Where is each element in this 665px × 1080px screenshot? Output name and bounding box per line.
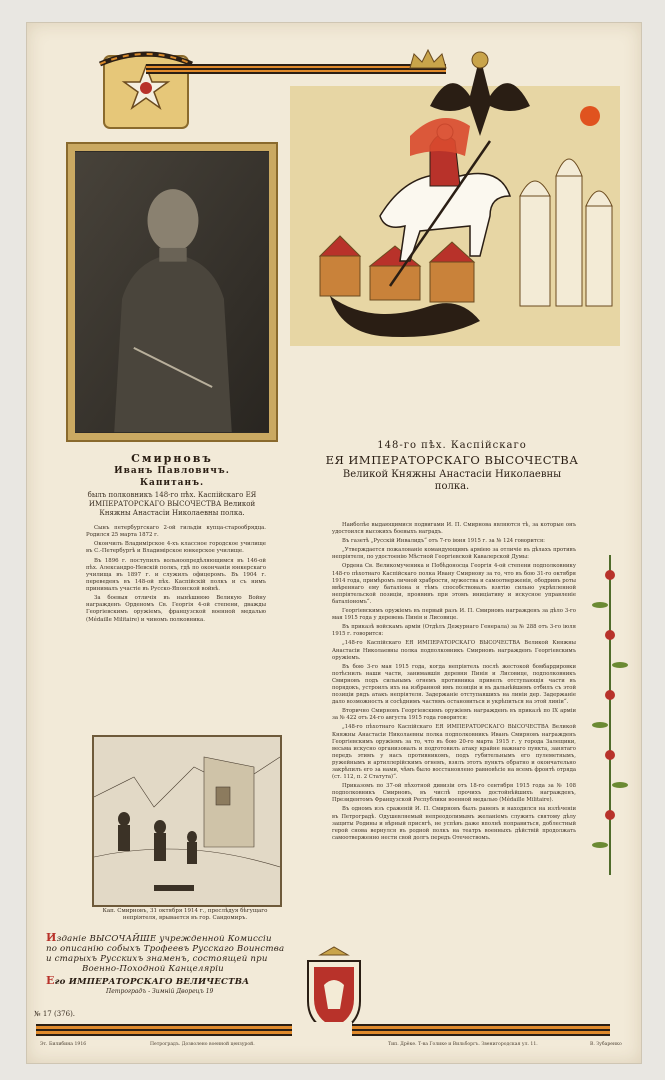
publisher-initial-2: Е: [46, 973, 55, 987]
main-paragraph: Приказомъ по 37-ой пѣхотной дивизіи отъ 18-го сентября 1915 года за № 108 подполковникъ Смирновъ, въ числѣ прочихъ достойнѣйшихъ награжденъ, Президентомъ Французской Республики военной медалью (Médaille Militaire).: [332, 783, 576, 804]
officer-full-name: Иванъ Павловичъ.: [114, 466, 230, 477]
publisher-line-4: Военно-Походной Канцеляріи: [82, 963, 224, 974]
officer-silhouette-icon: [75, 151, 269, 433]
item-number: № 17 (376).: [34, 1010, 76, 1018]
st-george-illustration: [290, 46, 620, 346]
main-paragraph: Ордена Св. Великомученика и Побѣдоносца Георгія 4-ой степени подполковнику 148-го пѣхотнаго Каспійскаго полка Ивану Смирнову за то, что въ бою 31-го октября 1914 года, примѣромъ личной храбрости, мужества и самоотверженія, ободривъ роты ввѣреннаго ему баталіона и тѣмъ способствовалъ взятію сильно укрѣпленной непріятельской позиціи, проявивъ при этомъ иниціативу и искусное управленіе баталіономъ“.: [332, 563, 576, 605]
main-paragraph: Вторично Смирновъ Георгіевскимъ оружіемъ награжденъ въ приказѣ по IX арміи за № 422 отъ 24-го августа 1915 года говорится:: [332, 708, 576, 722]
main-paragraph: „Утверждается пожалованіе командующимъ арміею за отличіе въ дѣлахъ противъ непріятеля, по удостоенію Мѣстной Георгіевской Кавалерской Думы:: [332, 547, 576, 561]
bio-paragraph: Сынъ петербургскаго 2-ой гильдіи купца-старообрядца. Родился 25 марта 1872 г.: [86, 525, 266, 539]
battle-caption: Кап. Смирновъ, 31 октября 1914 г., преслѣдуя бѣгущаго непріятеля, врывается въ гор. Сандомиръ.: [102, 908, 268, 922]
main-paragraph: Въ приказѣ войскамъ арміи (Отдѣлъ Дежурнаго Генерала) за № 288 отъ 3-го іюля 1915 г. говорится:: [332, 624, 576, 638]
portrait-caption: [66, 452, 278, 518]
bio-paragraph: Въ 1896 г. поступилъ вольноопредѣляющимся въ 146-ой пѣх. Александро-Невскій полкъ, гдѣ по окончаніи юнкерскаго училища въ 1897 г. и служилъ офицеромъ. Въ 1904 г. переведенъ въ 148-ой пѣх. Каспійскій полкъ и съ нимъ принималъ участіе въ Русско-Японской войнѣ.: [86, 557, 266, 592]
floral-ornament-icon: [590, 555, 630, 875]
regiment-line-3: Великой Княжны Анастасіи Николаевны: [342, 469, 562, 480]
main-paragraph: Въ бою 3-го мая 1915 года, когда непріятель послѣ жестокой бомбардировки потѣснилъ наши части, занимавшія деревни Пинія и Лисовице, подполковникъ Смирновъ подъ сильнымъ огнемъ противника привелъ отступающія части въ порядокъ, устроилъ ихъ на избранной имъ позиціи и въ дальнѣйшемъ отбилъ съ этой позиціи рядъ атакъ непріятеля. Задержаніе отступавшихъ на линіи дер. Задержаніе дало возможность и сосѣднимъ частямъ остановиться и укрѣпиться на этой линіи“.: [332, 663, 576, 706]
footer-mid: Петроградъ. Дозволено военной цензурой.: [150, 1042, 255, 1047]
regiment-line-2: ЕЯ ИМПЕРАТОРСКАГО ВЫСОЧЕСТВА: [325, 453, 579, 467]
bio-paragraph: За боевыя отличія въ нынѣшнюю Великую Войну награжденъ Орденомъ Св. Георгія 4-ой степени, дважды Георгіевскимъ оружіемъ, французской военной медалью (Médaille Militaire) и чиномъ полковника.: [86, 595, 266, 623]
regiment-line-4: полка.: [434, 481, 470, 492]
bio-paragraph: Окончилъ Владимірское 4-хъ классное городское училище въ С.-Петербургѣ и Владимірское юнкерское училище.: [86, 541, 266, 555]
publisher-initial: И: [46, 931, 57, 944]
officer-surname: Смирновъ: [131, 452, 213, 465]
main-text-column: [332, 522, 576, 844]
main-paragraph: Въ одномъ изъ сраженій И. П. Смирновъ былъ раненъ и находился на излѣченіи въ Петроградѣ. Одушевляемый непреодолимымъ желаніемъ служить святому дѣлу защиты Родины и вѣрный присягѣ, не успѣвъ даже вполнѣ поправиться, доблестный герой снова вернулся въ родной полкъ на театръ военныхъ дѣйствій продолжать самоотверженно нести свой долгъ передъ Отечествомъ.: [332, 806, 576, 841]
main-paragraph: Георгіевскимъ оружіемъ въ первый разъ И. П. Смирновъ награжденъ за дѣло 3-го мая 1915 года у деревень Пинія и Лисовице.: [332, 608, 576, 622]
st-george-ribbon-bottom: [36, 1022, 610, 1038]
main-paragraph: „148-го Каспійскаго ЕЯ ИМПЕРАТОРСКАГО ВЫСОЧЕСТВА Великой Княжны Анастасіи Николаевны полка подполковникъ Смирновъ награжденъ Георгіевскимъ оружіемъ.: [332, 640, 576, 661]
footer-left: Эт. Билибина 1916: [40, 1042, 87, 1047]
officer-rank: Капитанъ.: [139, 477, 205, 488]
main-paragraph: Въ газетѣ „Русскій Инвалидъ“ отъ 7-го іюня 1915 г. за № 124 говорится:: [342, 538, 545, 545]
publisher-line-3: и старыхъ Русскихъ знаменъ, состоящей при: [46, 953, 268, 964]
main-paragraph: Наиболѣе выдающимися подвигами И. П. Смирнова являются тѣ, за которые онъ удостоился высокихъ боевыхъ наградъ.: [332, 522, 576, 536]
publisher-block: [46, 932, 294, 995]
battle-scene-engraving: [92, 735, 282, 907]
publisher-line-1: зданіе ВЫСОЧАЙШЕ учрежденной Комиссіи: [56, 934, 272, 944]
officer-subtitle: былъ полковникъ 148-го пѣх. Каспійскаго ЕЯ ИМПЕРАТОРСКАГО ВЫСОЧЕСТВА Великой Княжны Анастасіи Николаевны полка.: [87, 490, 257, 517]
footer-artist: В. Зубаренко: [590, 1042, 622, 1047]
biography-text: [86, 525, 266, 626]
officer-portrait-photo: [75, 151, 269, 433]
main-paragraph: „148-го пѣхотнаго Каспійскаго ЕЯ ИМПЕРАТОРСКАГО ВЫСОЧЕСТВА Великой Княжны Анастасіи Николаевны полка подполковникъ Иванъ Смирновъ награжденъ Георгіевскимъ оружіемъ за то, что въ бою 20-го марта 1915 г. у города Залещики, весьма искусно организовалъ и подготовилъ атаку крайне важнаго пункта, занятаго передъ этимъ у насъ противникомъ, подъ губительнымъ его пулеметнымъ, ружейнымъ и артиллерійскимъ огнемъ, взялъ этотъ пунктъ обратно и окончательно закрѣпилъ его за нами, чѣмъ было восстановлено равновѣсіе на всемъ фронтѣ отряда (ст. 112, п. 2 Статута)“.: [332, 724, 576, 781]
publisher-line-2: по описанію собыхъ Трофеевъ Русскаго Воинства: [46, 943, 285, 954]
publisher-line-6: Петроградъ - Зимній Дворецъ 19: [106, 988, 214, 996]
portrait-frame: [66, 142, 278, 442]
regiment-line-1: 148-го пѣх. Каспійскаго: [377, 440, 527, 451]
regiment-title: [296, 440, 608, 492]
publisher-line-5: го ИМПЕРАТОРСКАГО ВЕЛИЧЕСТВА: [54, 976, 250, 987]
footer-printer: Тип. Дрёке. Т-ва Голике и Вильборгъ. Звенигородская ул. 11.: [388, 1042, 538, 1047]
